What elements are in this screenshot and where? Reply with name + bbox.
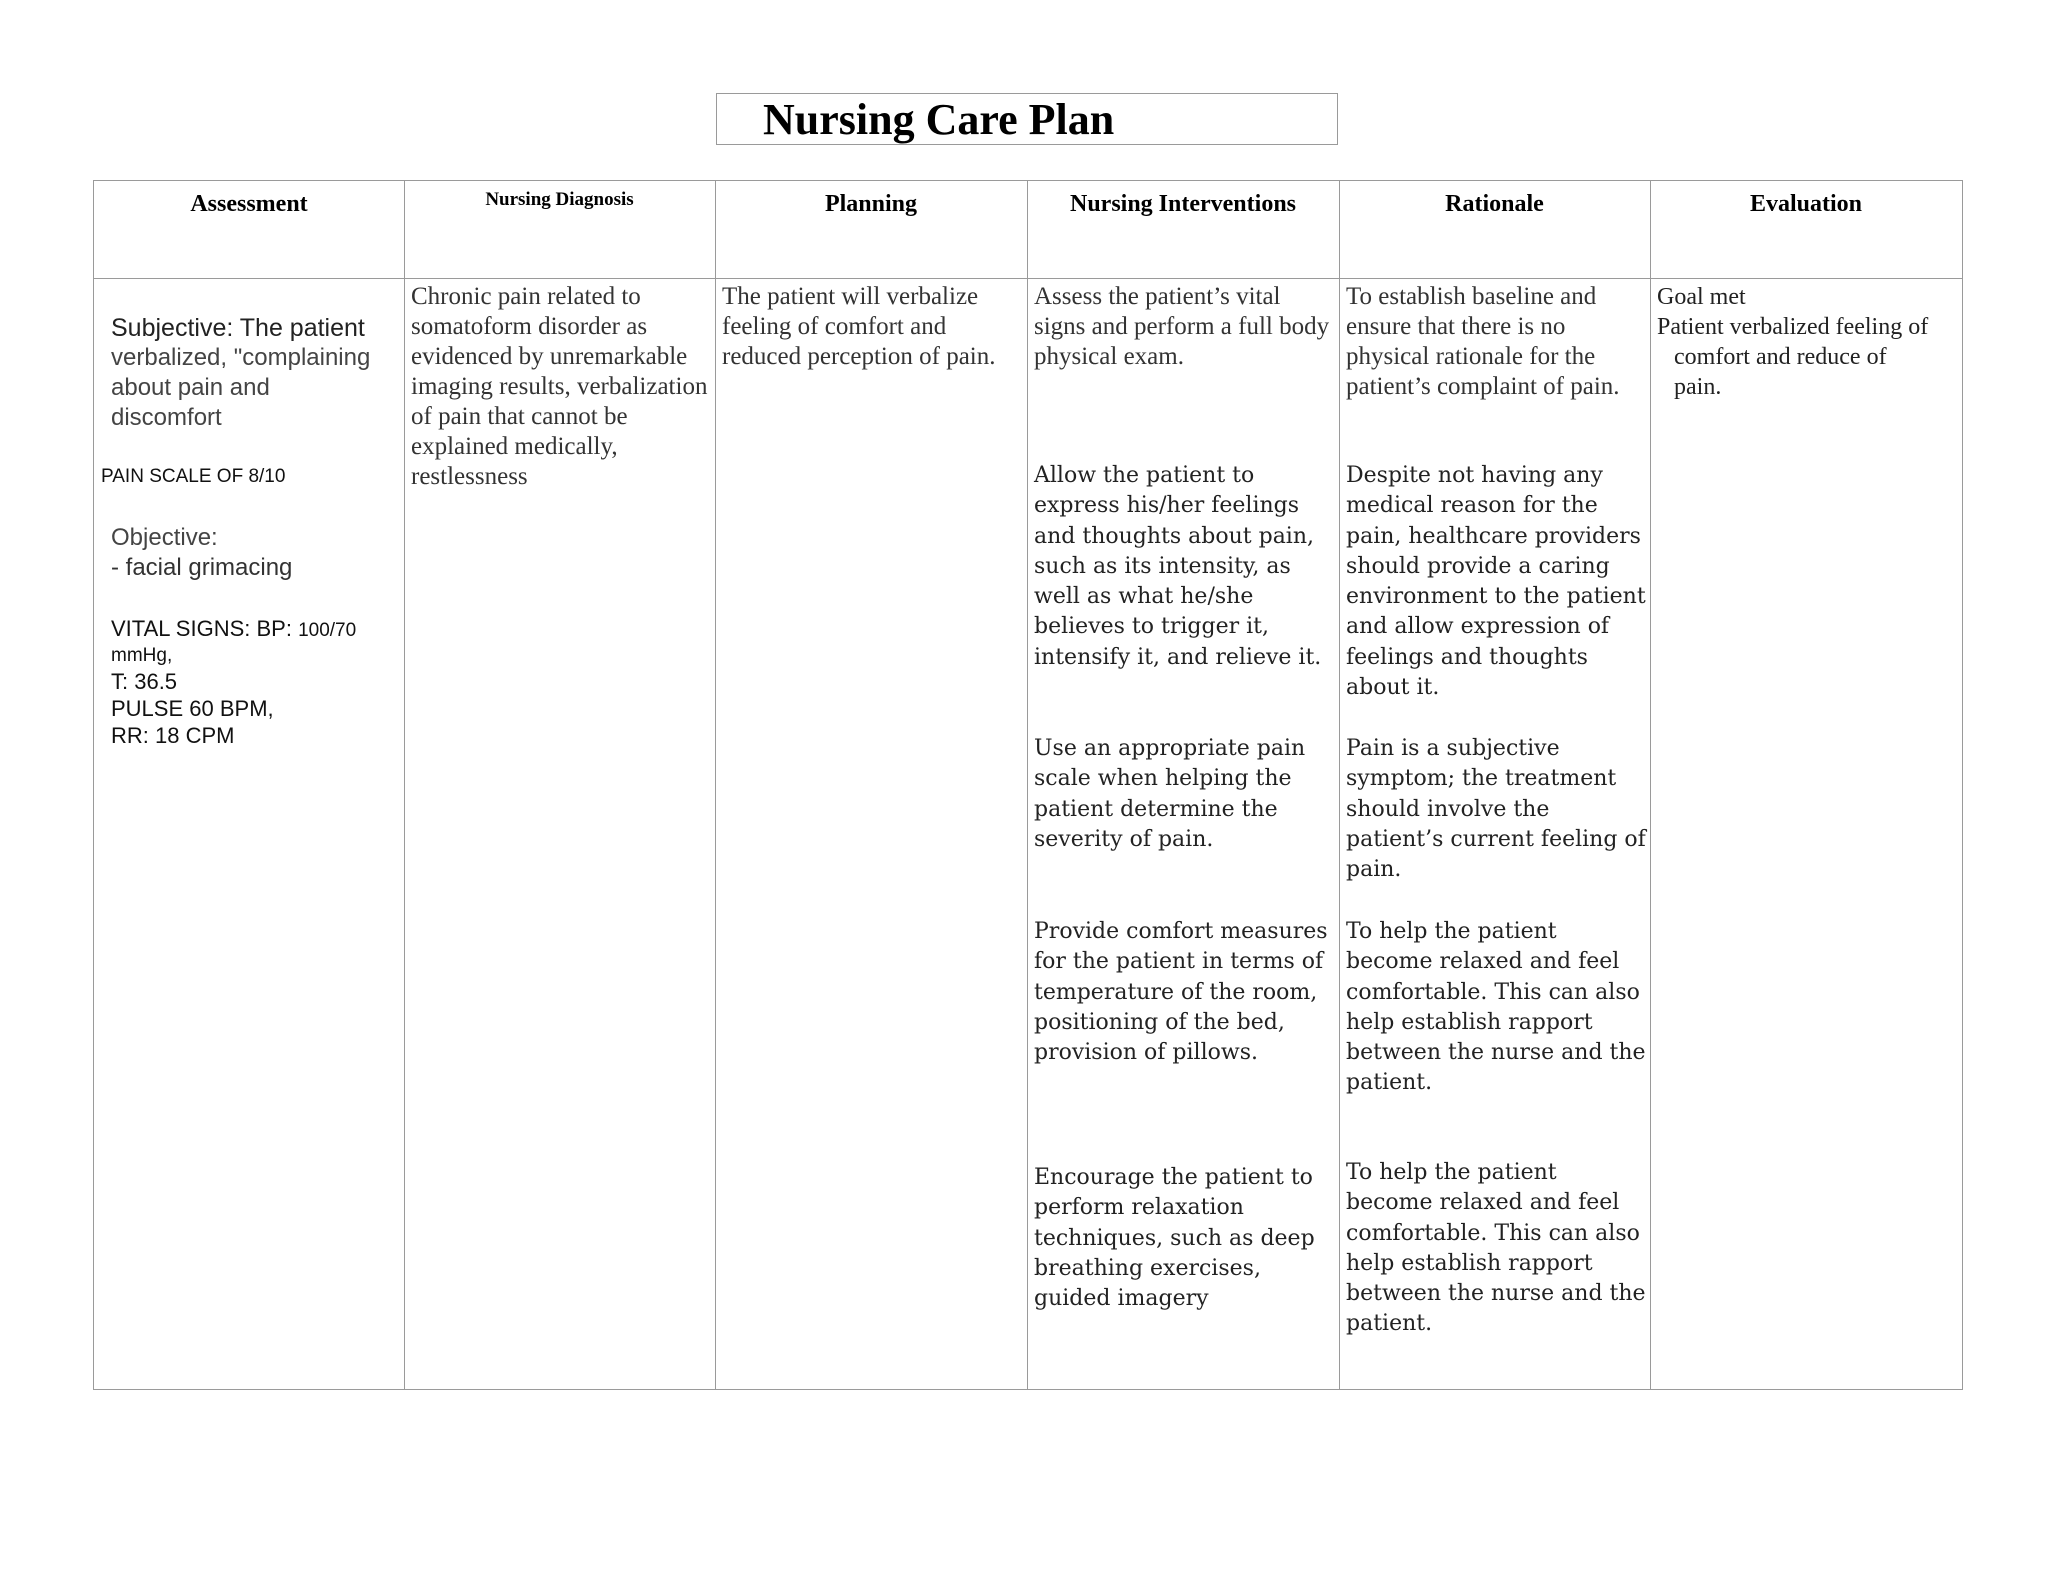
- vital-signs-bp: [111, 615, 356, 645]
- planning-text: The patient will verbalize feeling of comfort and reduced perception of pain.: [722, 283, 996, 370]
- intervention-item: Encourage the patient to perform relaxation techniques, such as deep breathing exercises, guided imagery: [1034, 1165, 1315, 1312]
- intervention-item: Use an appropriate pain scale when helping the patient determine the severity of pain.: [1034, 736, 1306, 852]
- header-assessment: Assessment: [190, 191, 308, 217]
- subjective-text: verbalized, "complaining about pain and discomfort: [111, 344, 371, 431]
- intervention-item: Allow the patient to express his/her feelings and thoughts about pain, such as its intensity, as well as what he/she believes to trigger it, intensify it, and relieve it.: [1034, 463, 1322, 670]
- vital-signs-pulse: PULSE 60 BPM,: [111, 696, 274, 721]
- objective-label: Objective:: [111, 524, 218, 551]
- rationale-item: To help the patient become relaxed and feel comfortable. This can also help establish rapport between the nurse and the patient.: [1346, 919, 1646, 1096]
- diagnosis-text: Chronic pain related to somatoform disorder as evidenced by unremarkable imaging results, verbalization of pain that cannot be explained medically, restlessness: [411, 283, 708, 490]
- rationale-item: To help the patient become relaxed and feel comfortable. This can also help establish rapport between the nurse and the patient.: [1346, 1160, 1646, 1337]
- evaluation-text: pain.: [1674, 374, 1722, 400]
- header-nursing-interventions: Nursing Interventions: [1069, 191, 1297, 217]
- rationale-item: Despite not having any medical reason for the pain, healthcare providers should provide a caring environment to the patient and allow expression of feelings and thoughts about it.: [1346, 463, 1646, 701]
- subjective-heading: Subjective: The patient: [111, 314, 365, 342]
- vital-signs-bp-value: 100/70: [298, 620, 357, 641]
- evaluation-text: Patient verbalized feeling of: [1657, 314, 1929, 340]
- rationale-item: To establish baseline and ensure that there is no physical rationale for the patient’s complaint of pain.: [1346, 283, 1620, 400]
- header-evaluation: Evaluation: [1749, 191, 1863, 217]
- intervention-item: Assess the patient’s vital signs and perform a full body physical exam.: [1034, 283, 1330, 370]
- objective-item: - facial grimacing: [111, 554, 293, 581]
- evaluation-cell: [1650, 279, 1962, 1389]
- interventions-cell: [1027, 279, 1339, 1389]
- vital-signs-unit: mmHg,: [111, 645, 173, 666]
- intervention-item: Provide comfort measures for the patient in terms of temperature of the room, positioning of the bed, provision of pillows.: [1034, 919, 1328, 1066]
- care-plan-table: [93, 180, 1963, 1390]
- evaluation-status: Goal met: [1657, 284, 1746, 310]
- header-rationale: Rationale: [1445, 191, 1544, 217]
- diagnosis-cell: [404, 279, 715, 1389]
- header-nursing-diagnosis: Nursing Diagnosis: [485, 189, 634, 210]
- assessment-cell: [94, 279, 404, 1389]
- pain-scale: PAIN SCALE OF 8/10: [101, 466, 286, 487]
- rationale-cell: [1339, 279, 1650, 1389]
- vital-signs-label: VITAL SIGNS: BP:: [111, 616, 299, 641]
- header-planning: Planning: [824, 191, 918, 217]
- page-title: Nursing Care Plan: [763, 95, 1115, 144]
- title-box: [716, 93, 1338, 145]
- vital-signs-rr: RR: 18 CPM: [111, 723, 235, 748]
- evaluation-text: comfort and reduce of: [1674, 344, 1887, 370]
- planning-cell: [715, 279, 1027, 1389]
- rationale-item: Pain is a subjective symptom; the treatment should involve the patient’s current feeling of pain.: [1346, 736, 1646, 883]
- vital-signs-temp: T: 36.5: [111, 669, 178, 694]
